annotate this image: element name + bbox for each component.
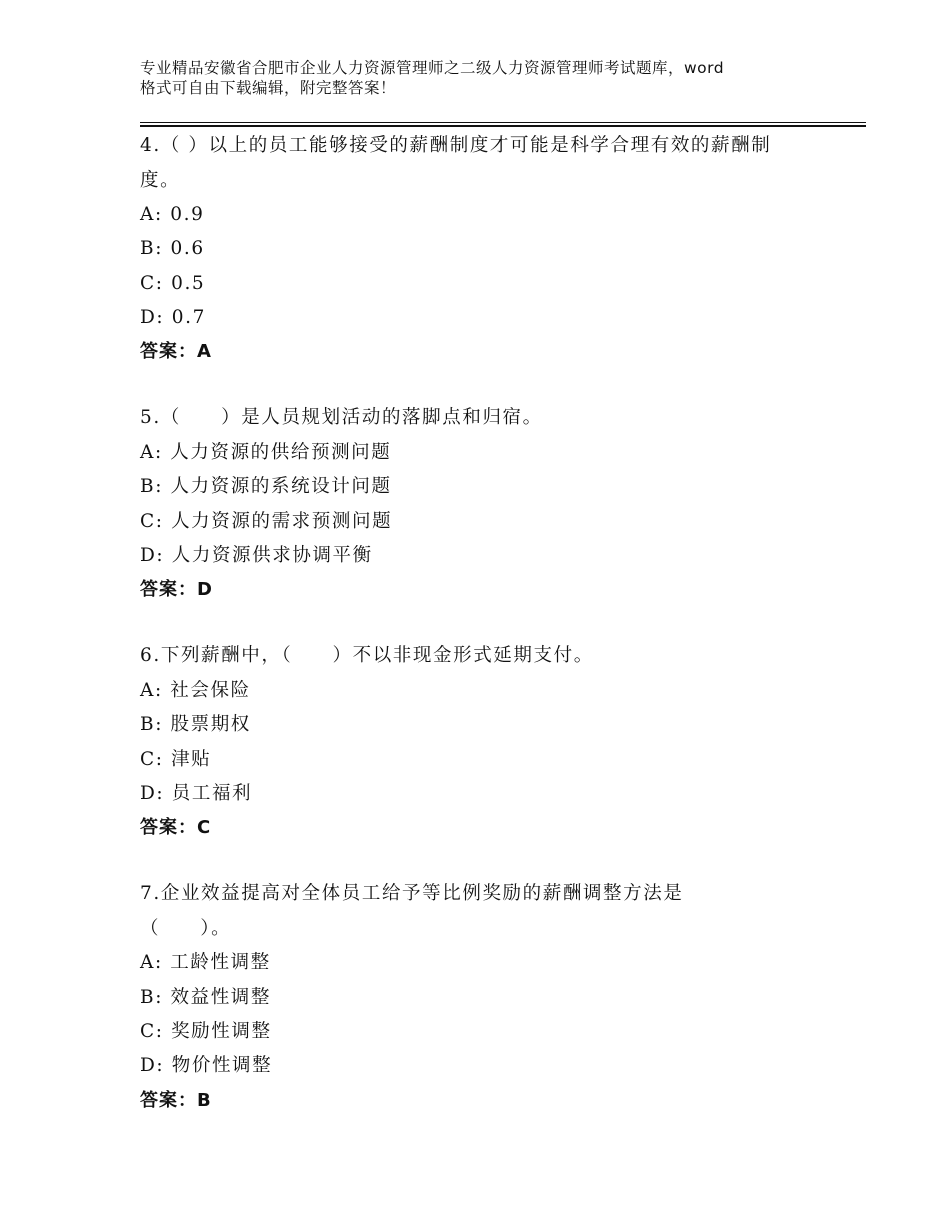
question-4 (140, 129, 840, 369)
question-stem: 7.企业效益提高对全体员工给予等比例奖励的薪酬调整方法是 (140, 883, 684, 905)
option-b: B: 效益性调整 (140, 986, 272, 1008)
question-5 (140, 401, 840, 607)
option-a: A: 0.9 (140, 204, 205, 225)
option-d: D: 人力资源供求协调平衡 (140, 544, 373, 566)
option-c: C: 0.5 (140, 272, 206, 294)
header-rule-thin (140, 122, 866, 123)
question-stem: 4.（ ）以上的员工能够接受的薪酬制度才可能是科学合理有效的薪酬制 (140, 135, 772, 156)
question-stem-continued: 度。 (140, 169, 181, 191)
option-b: B: 人力资源的系统设计问题 (140, 476, 392, 498)
option-d: D: 物价性调整 (140, 1055, 273, 1077)
answer: 答案：C (140, 817, 212, 839)
question-stem: 6.下列薪酬中，（ ）不以非现金形式延期支付。 (140, 645, 594, 667)
option-a: A: 社会保险 (140, 679, 251, 701)
question-stem-continued: （ ）。 (140, 917, 232, 939)
option-b: B: 股票期权 (140, 714, 251, 736)
question-list (140, 129, 840, 1150)
option-b: B: 0.6 (140, 238, 205, 260)
option-c: C: 人力资源的需求预测问题 (140, 510, 393, 532)
answer: 答案：B (140, 1089, 212, 1111)
answer: 答案：A (140, 341, 212, 363)
option-a: A: 人力资源的供给预测问题 (140, 441, 392, 463)
answer: 答案：D (140, 579, 213, 601)
question-stem: 5.（ ）是人员规划活动的落脚点和归宿。 (140, 407, 543, 429)
option-d: D: 0.7 (140, 306, 206, 328)
question-7 (140, 877, 840, 1117)
option-d: D: 员工福利 (140, 782, 253, 804)
header-line-2: 格式可自由下载编辑，附完整答案！ (140, 79, 397, 97)
document-header (140, 58, 840, 98)
option-c: C: 津贴 (140, 748, 212, 770)
option-a: A: 工龄性调整 (140, 952, 271, 974)
header-line-1: 专业精品安徽省合肥市企业人力资源管理师之二级人力资源管理师考试题库，word (140, 59, 725, 77)
header-rule-thick (140, 125, 866, 127)
option-c: C: 奖励性调整 (140, 1021, 272, 1043)
question-6 (140, 639, 840, 845)
